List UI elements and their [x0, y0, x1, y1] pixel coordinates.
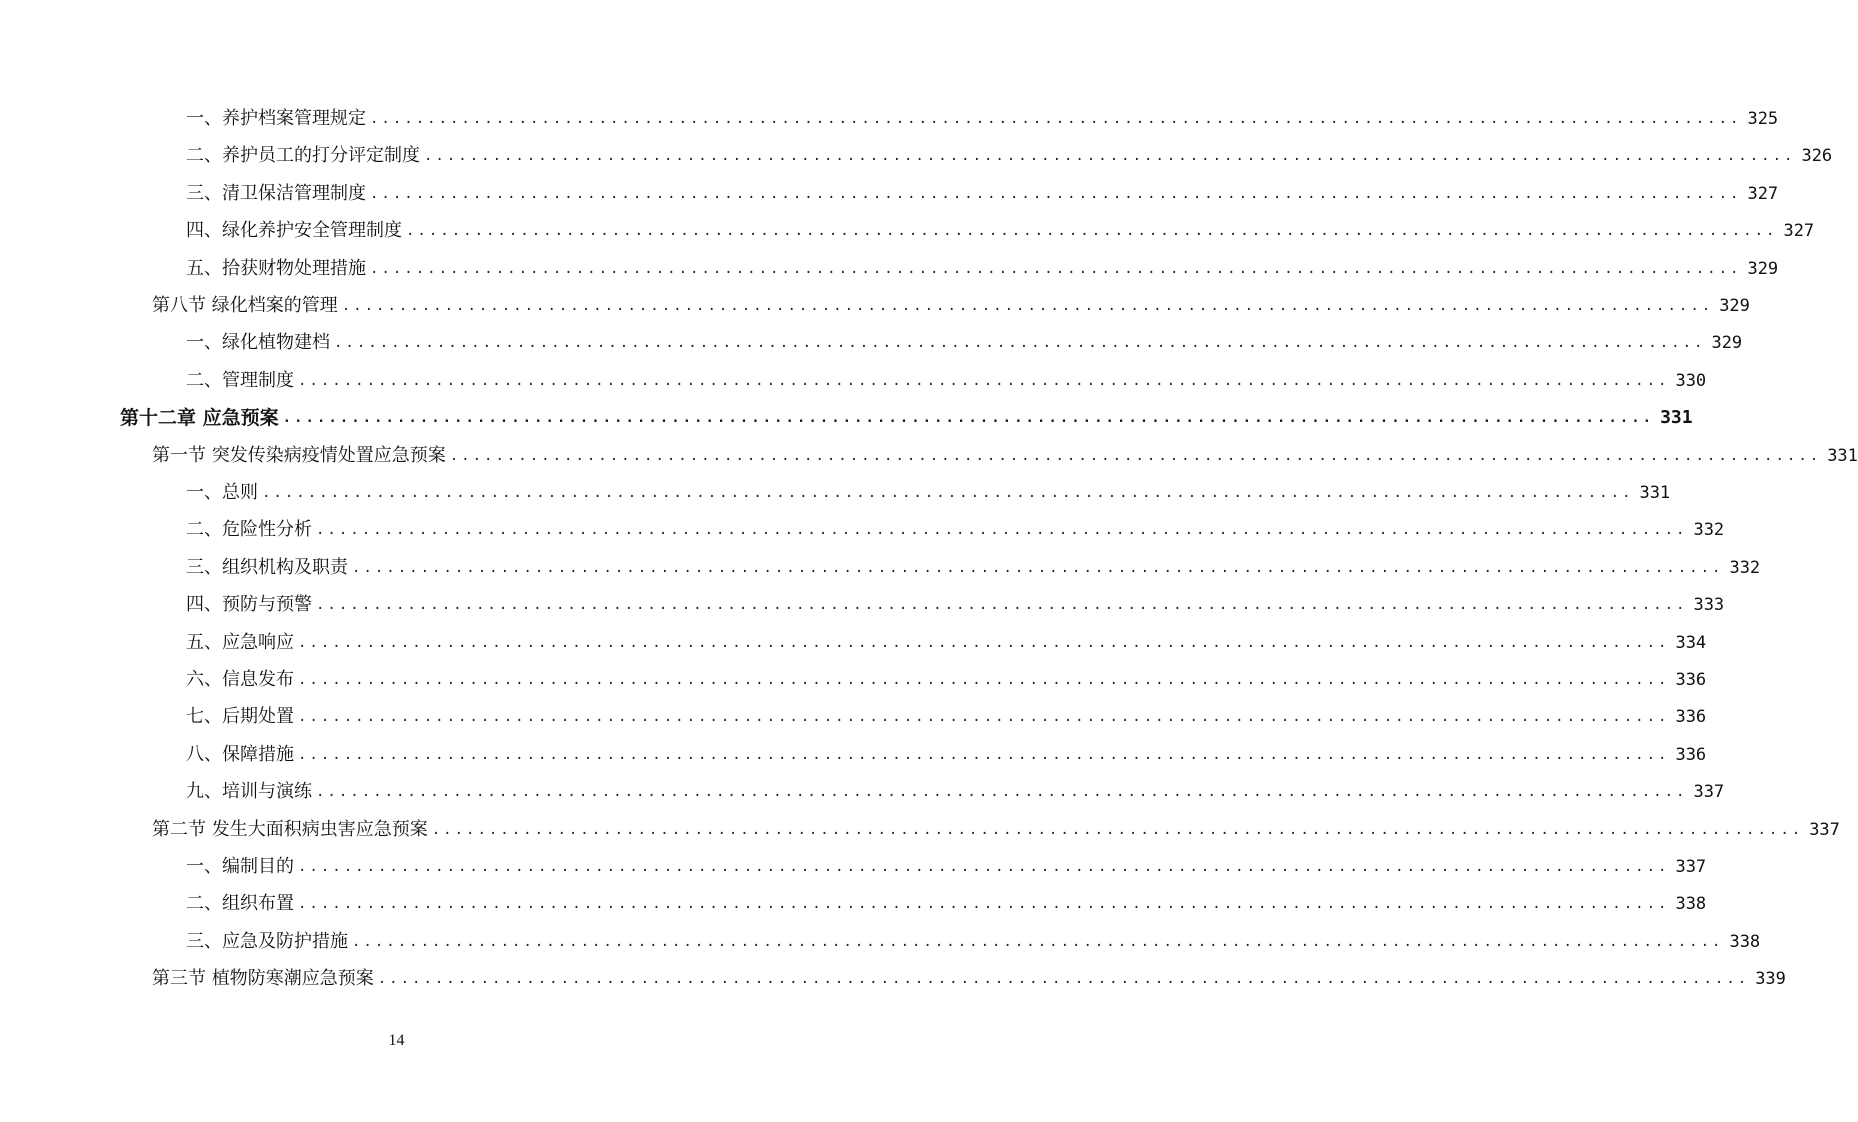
toc-page-number: 326 [1801, 146, 1833, 167]
dot-leader: ........................................................................................................................ [341, 298, 1714, 314]
dot-leader: ........................................................................................................................ [424, 148, 1796, 165]
toc-page-number: 331 [1827, 445, 1858, 466]
dot-leader: ........................................................................................................................ [262, 485, 1634, 501]
toc-page-number: 332 [1693, 520, 1725, 541]
toc-item-row[interactable] [186, 666, 1707, 694]
toc-page-number: 330 [1675, 370, 1707, 391]
dot-leader: ........................................................................................................................ [298, 634, 1670, 651]
toc-entry-title: 七、后期处置 [186, 706, 294, 728]
toc-entry-title: 二、管理制度 [186, 369, 294, 391]
toc-item-row[interactable] [186, 554, 1761, 582]
toc-page-number: 329 [1747, 258, 1779, 279]
toc-section-row[interactable] [152, 292, 1750, 320]
toc-entry-title: 九、培训与演练 [186, 781, 312, 803]
toc-item-row[interactable] [186, 516, 1725, 544]
toc-entry-title: 第一节 突发传染病疫情处置应急预案 [152, 444, 446, 466]
toc-item-row[interactable] [186, 105, 1779, 133]
toc-item-row[interactable] [186, 180, 1779, 208]
toc-item-row[interactable] [186, 778, 1725, 806]
toc-page-number: 339 [1755, 969, 1786, 990]
toc-entry-title: 一、编制目的 [186, 856, 294, 877]
toc-item-row[interactable] [186, 255, 1779, 283]
dot-leader: ........................................................................................................................ [406, 223, 1778, 240]
toc-item-row[interactable] [186, 329, 1743, 357]
toc-item-row[interactable] [186, 142, 1833, 170]
toc-entry-title: 二、组织布置 [186, 893, 294, 915]
toc-item-row[interactable] [186, 479, 1671, 507]
dot-leader: ........................................................................................................................ [298, 709, 1670, 726]
toc-entry-title: 三、清卫保洁管理制度 [186, 182, 366, 204]
dot-leader: ........................................................................................................................ [316, 784, 1688, 801]
dot-leader: ........................................................................................................................ [298, 372, 1670, 389]
toc-entry-title: 一、养护档案管理规定 [186, 108, 366, 129]
toc-item-row[interactable] [186, 629, 1707, 657]
dot-leader: ........................................................................................................................ [316, 522, 1688, 539]
toc-page-number: 334 [1675, 632, 1707, 653]
dot-leader: ........................................................................................................................ [298, 896, 1670, 913]
toc-entry-title: 六、信息发布 [186, 669, 294, 690]
toc-page-number: 336 [1675, 670, 1707, 690]
toc-entry-title: 四、绿化养护安全管理制度 [186, 220, 402, 242]
dot-leader: ........................................................................................................................ [352, 559, 1724, 576]
toc-item-row[interactable] [186, 890, 1707, 918]
toc-entry-title: 第十二章 应急预案 [120, 407, 279, 430]
toc-entry-title: 四、预防与预警 [186, 594, 312, 616]
toc-page-number: 332 [1729, 557, 1761, 578]
toc-entry-title: 五、应急响应 [186, 631, 294, 653]
toc-page-number: 327 [1783, 221, 1815, 242]
dot-leader: ........................................................................................................................ [370, 260, 1742, 277]
toc-section-row[interactable] [152, 816, 1840, 844]
dot-leader: ........................................................................................................................ [431, 821, 1804, 838]
toc-page-number: 336 [1675, 744, 1707, 765]
dot-leader: ........................................................................................................................ [352, 933, 1724, 950]
toc-page-number: 325 [1747, 109, 1779, 129]
toc-entry-title: 八、保障措施 [186, 743, 294, 765]
toc-page-number: 337 [1809, 819, 1840, 840]
dot-leader: ........................................................................................................................ [334, 335, 1706, 352]
dot-leader: ........................................................................................................................ [370, 185, 1742, 202]
dot-leader: ........................................................................................................................ [298, 859, 1670, 875]
toc-chapter-row[interactable] [120, 404, 1693, 432]
toc-section-row[interactable] [152, 442, 1858, 470]
toc-page-number: 327 [1747, 183, 1779, 204]
toc-entry-title: 第三节 植物防寒潮应急预案 [152, 968, 374, 990]
toc-item-row[interactable] [186, 703, 1707, 731]
toc-entry-title: 一、绿化植物建档 [186, 332, 330, 354]
toc-page-number: 329 [1719, 296, 1750, 316]
dot-leader: ........................................................................................................................ [370, 111, 1742, 127]
dot-leader: ........................................................................................................................ [282, 410, 1655, 427]
page-number: 14 [388, 1032, 405, 1049]
toc-entry-title: 三、应急及防护措施 [186, 930, 348, 952]
toc-item-row[interactable] [186, 928, 1761, 956]
toc-page-number: 331 [1639, 483, 1671, 503]
toc-item-row[interactable] [186, 853, 1707, 881]
toc-page-number: 329 [1711, 333, 1743, 354]
toc-section-row[interactable] [152, 965, 1786, 993]
toc-entry-title: 五、拾获财物处理措施 [186, 257, 366, 279]
toc-item-row[interactable] [186, 591, 1725, 619]
dot-leader: ........................................................................................................................ [377, 971, 1750, 988]
toc-entry-title: 一、总则 [186, 482, 258, 503]
toc-item-row[interactable] [186, 217, 1815, 245]
dot-leader: ........................................................................................................................ [316, 597, 1688, 614]
toc-entry-title: 二、养护员工的打分评定制度 [186, 145, 420, 167]
toc-page-number: 337 [1675, 857, 1707, 877]
toc-page-number: 338 [1729, 931, 1761, 952]
toc-page-number: 333 [1693, 595, 1725, 616]
toc-page-number: 338 [1675, 894, 1707, 915]
toc-page-number: 336 [1675, 707, 1707, 728]
toc-entry-title: 三、组织机构及职责 [186, 556, 348, 578]
toc-entry-title: 二、危险性分析 [186, 519, 312, 541]
dot-leader: ........................................................................................................................ [298, 746, 1670, 763]
toc-item-row[interactable] [186, 367, 1707, 395]
toc-page-number: 331 [1660, 407, 1693, 429]
dot-leader: ........................................................................................................................ [449, 447, 1822, 464]
toc-entry-title: 第二节 发生大面积病虫害应急预案 [152, 818, 428, 840]
dot-leader: ........................................................................................................................ [298, 672, 1670, 688]
toc-item-row[interactable] [186, 741, 1707, 769]
toc-page-number: 337 [1693, 782, 1725, 803]
toc-entry-title: 第八节 绿化档案的管理 [152, 295, 338, 316]
